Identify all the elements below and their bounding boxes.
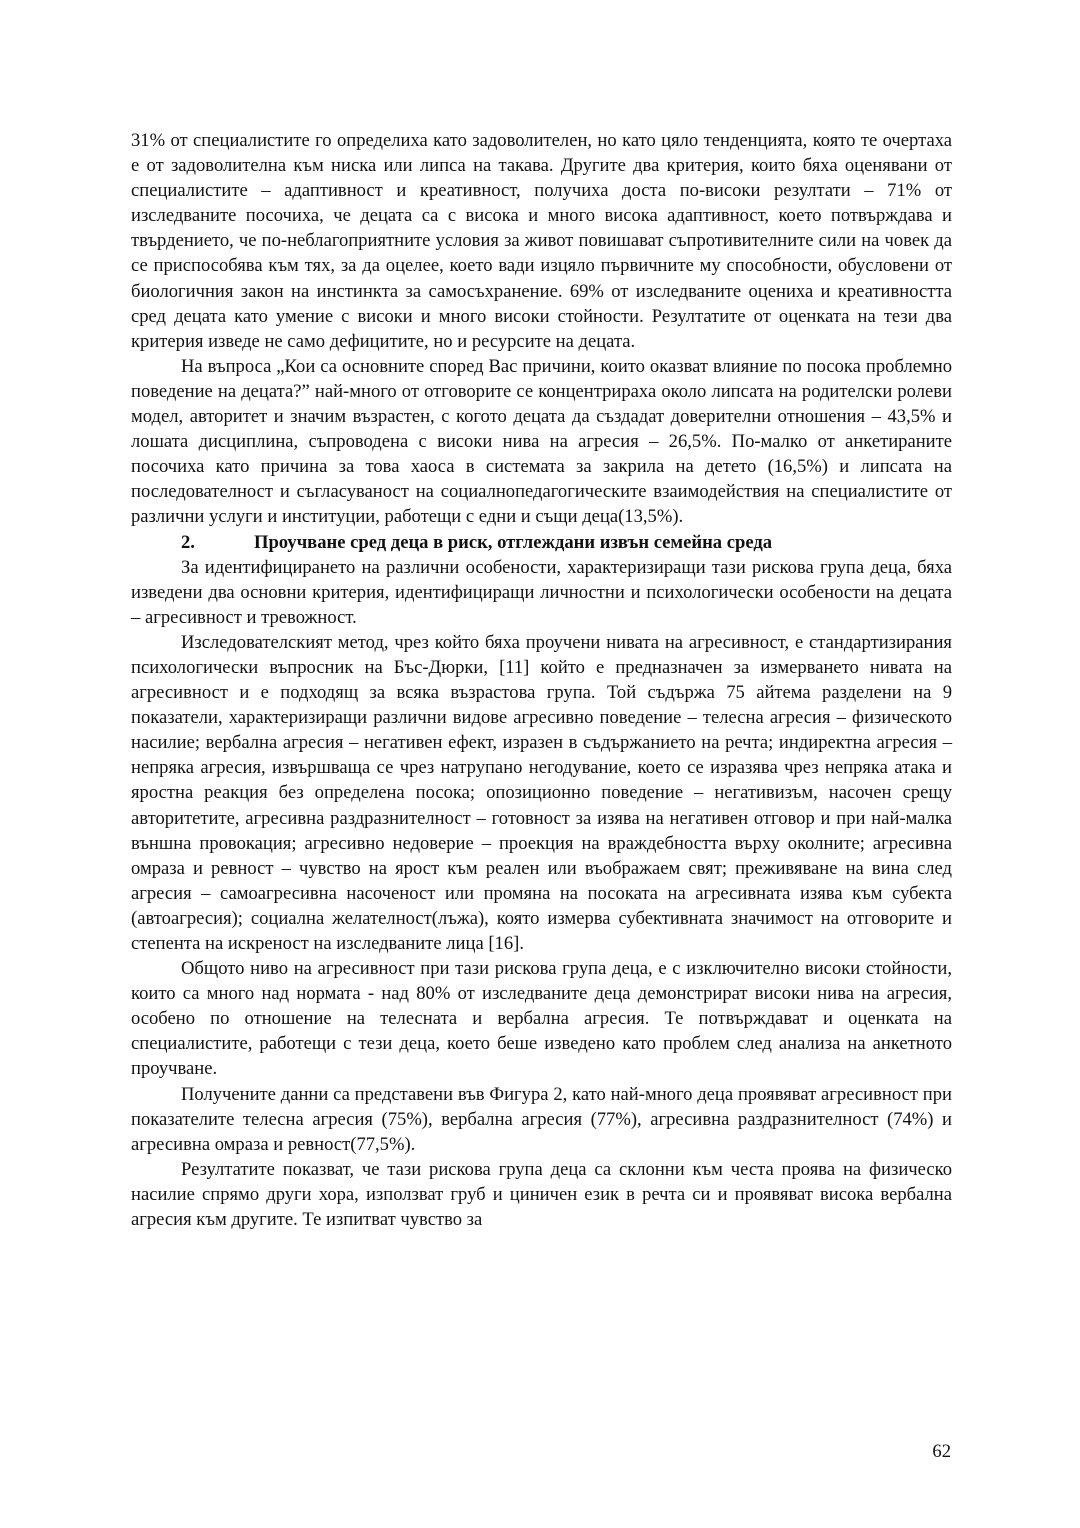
section-heading — [131, 530, 952, 555]
paragraph-2: На въпроса „Кои са основните според Вас причини, които оказват влияние по посока проблемно поведение на децата?” най-много от отговорите се концентрираха около липсата на родителски ролеви модел, авторитет и значим възрастен, с когото децата да създадат доверителни отношения – 43,5% и лошата дисциплина, съпроводена с високи нива на агресия – 26,5%. По-малко от анкетираните посочиха като причина за това хаоса в системата за закрила на детето (16,5%) и липсата на последователност и съгласуваност на социалнопедагогическите взаимодействия на специалистите от различни услуги и институции, работещи с едни и същи деца(13,5%). — [131, 355, 952, 528]
page-number: 62 — [932, 1441, 951, 1462]
paragraph-1: 31% от специалистите го определиха като задоволителен, но като цяло тенденцията, която те очертаха е от задоволителна към ниска или липса на такава. Другите два критерия, които бяха оценявани от специалистите – адаптивност и креативност, получиха доста по-високи резултати – 71% от изследваните посочиха, че децата са с висока и много висока адаптивност, което потвърждава и твърдението, че по-неблагоприятните условия за живот повишават съпротивителните сили на човек да се приспособява към тях, за да оцелее, което вади изцяло първичните му способности, обусловени от биологичния закон на инстинкта за самосъхранение. 69% от изследваните оцениха и креативността сред децата като умение с високи и много високи стойности. Резултатите от оценката на тези два критерия изведе не само дефицитите, но и ресурсите на децата. — [131, 130, 952, 352]
paragraph-3: За идентифицирането на различни особености, характеризиращи тази рискова група деца, бяха изведени два основни критерия, идентифициращи личностни и психологически особености на децата – агресивност и тревожност. — [131, 556, 952, 628]
section-title: Проучване сред деца в риск, отглеждани извън семейна среда — [254, 531, 773, 553]
paragraph-5: Общото ниво на агресивност при тази рискова група деца, е с изключително високи стойности, които са много над нормата - над 80% от изследваните деца демонстрират високи нива на агресия, особено по отношение на телесната и вербална агресия. Те потвърждават и оценката на специалистите, работещи с тези деца, което беше изведено като проблем след анализа на анкетното проучване. — [131, 958, 952, 1080]
section-number: 2. — [181, 531, 195, 553]
paragraph-6: Получените данни са представени във Фигура 2, като най-много деца проявяват агресивност при показателите телесна агресия (75%), вербална агресия (77%), агресивна раздразнителност (74%) и агресивна омраза и ревност(77,5%). — [131, 1083, 952, 1155]
paragraph-4: Изследователският метод, чрез който бяха проучени нивата на агресивност, е стандартизирания психологически въпросник на Бъс-Дюрки, [11] който е предназначен за измерването нивата на агресивност и е подходящ за всяка възрастова група. Той съдържа 75 айтема разделени на 9 показатели, характеризиращи различни видове агресивно поведение – телесна агресия – физическото насилие; вербална агресия – негативен ефект, изразен в съдържанието на речта; индиректна агресия – непряка агресия, извършваща се чрез натрупано негодувание, което се изразява чрез непряка атака и яростна реакция без определена посока; опозиционно поведение – негативизъм, насочен срещу авторитетите, агресивна раздразнителност – готовност за изява на негативен отговор и при най-малка външна провокация; агресивно недоверие – проекция на враждебността върху околните; агресивна омраза и ревност – чувство на ярост към реален или въображаем свят; преживяване на вина след агресия – самоагресивна насоченост или промяна на посоката на агресивната изява към субекта (автоагресия); социална желателност(лъжа), която измерва субективната значимост на отговорите и степента на искреност на изследваните лица [16]. — [131, 631, 952, 954]
document-body — [131, 128, 952, 1232]
paragraph-7: Резултатите показват, че тази рискова група деца са склонни към честа проява на физическо насилие спрямо други хора, използват груб и циничен език в речта си и проявяват висока вербална агресия към другите. Те изпитват чувство за — [131, 1158, 952, 1231]
